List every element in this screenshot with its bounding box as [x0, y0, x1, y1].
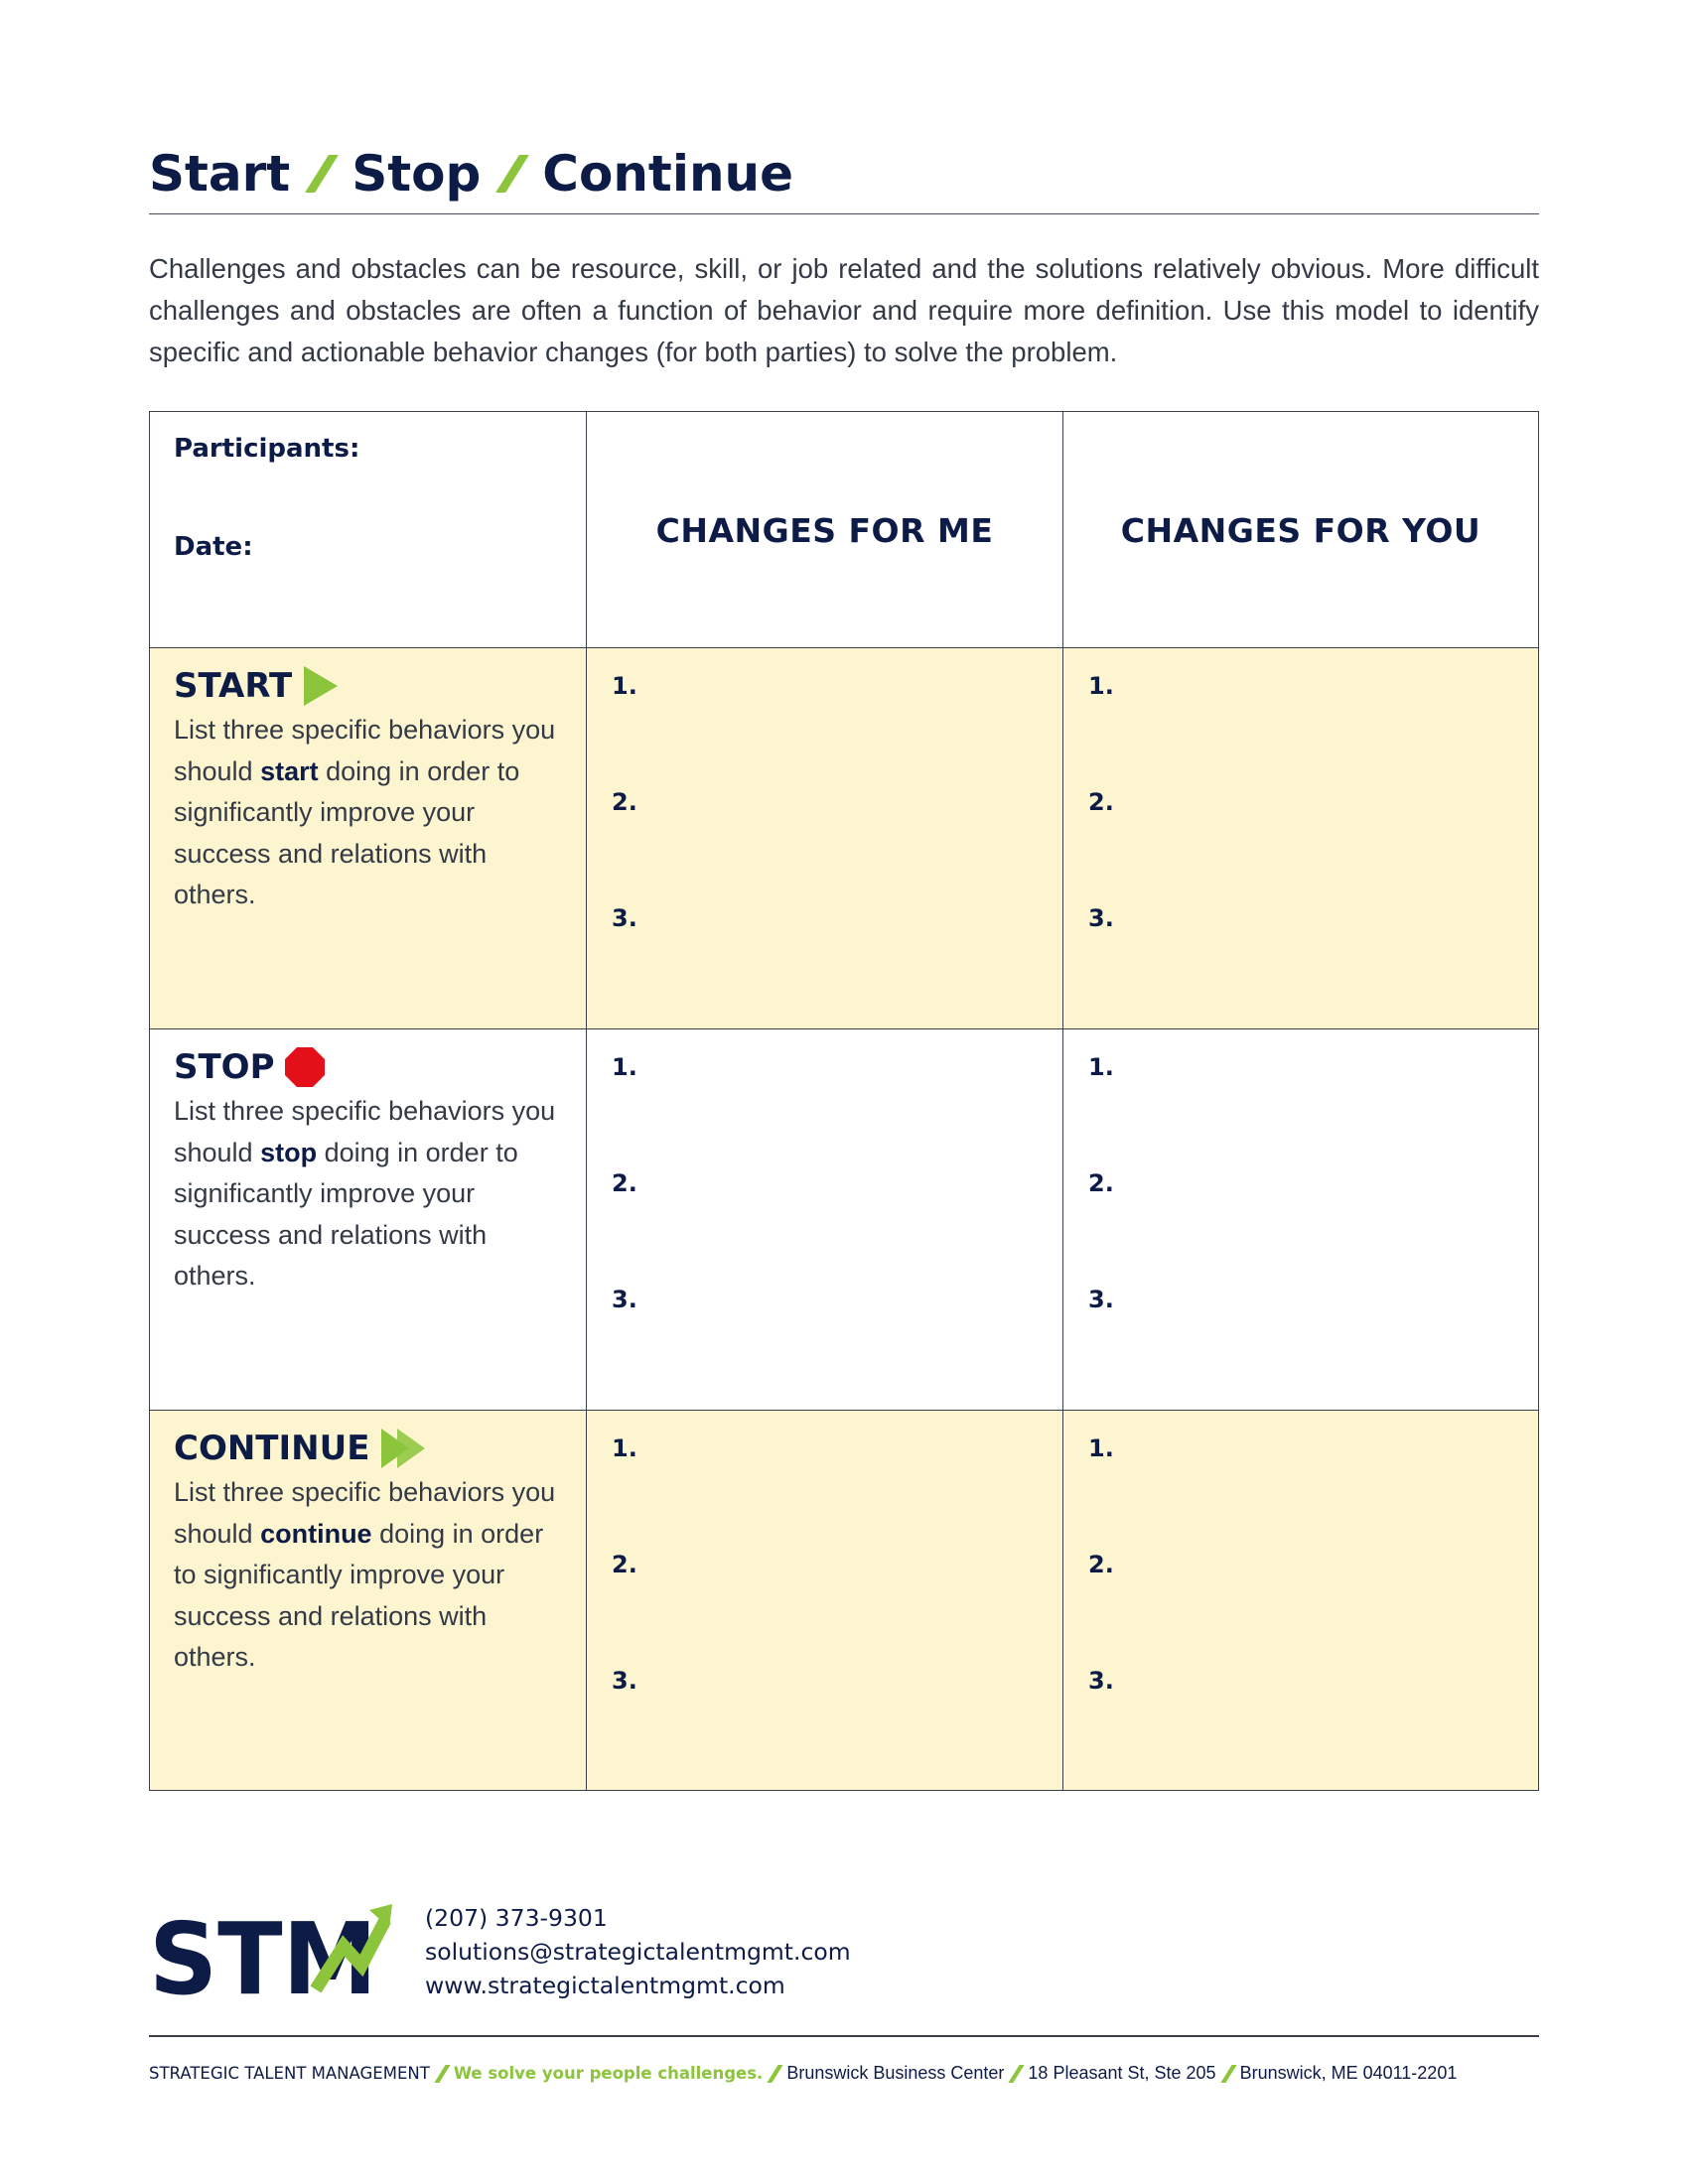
continue-description: List three specific behaviors you should continue doing in order to significantly improve your success and relations with others. — [174, 1477, 556, 1672]
stop-description: List three specific behaviors you should stop doing in order to significantly improve your success and relations with others. — [174, 1096, 556, 1291]
play-arrow-icon — [302, 666, 338, 706]
item-number: 1. — [1088, 1053, 1114, 1081]
title-continue: Continue — [542, 145, 794, 203]
page-title — [149, 139, 793, 208]
website-link[interactable]: www.strategictalentmgmt.com — [425, 1972, 785, 1999]
stop-title — [174, 1047, 325, 1087]
item-number: 2. — [612, 788, 637, 816]
start-description: List three specific behaviors you should start doing in order to significantly improve your success and relations with others. — [174, 715, 556, 909]
start-you-cell[interactable] — [1063, 648, 1538, 1029]
stop-section — [150, 1029, 587, 1411]
stop-me-cell[interactable] — [587, 1029, 1063, 1411]
item-number: 1. — [1088, 1434, 1114, 1462]
item-number: 1. — [1088, 672, 1114, 700]
street-address: 18 Pleasant St, Ste 205 — [1028, 2063, 1216, 2083]
phone-number[interactable]: (207) 373-9301 — [425, 1904, 608, 1932]
meta-cell — [150, 412, 587, 648]
footer — [149, 2063, 1457, 2084]
slash-icon — [308, 157, 334, 191]
stop-you-cell[interactable] — [1063, 1029, 1538, 1411]
slash-icon — [1220, 2065, 1236, 2083]
start-title — [174, 666, 338, 706]
tagline: We solve your people challenges. — [453, 2064, 764, 2083]
start-section — [150, 648, 587, 1029]
worksheet-table — [149, 411, 1539, 1791]
participants-label: Participants: — [174, 434, 360, 464]
item-number: 1. — [612, 1434, 637, 1462]
company-name: STRATEGIC TALENT MANAGEMENT — [149, 2064, 430, 2083]
header-cell-me — [587, 412, 1063, 648]
footer-divider — [149, 2035, 1539, 2037]
continue-title-text: CONTINUE — [174, 1429, 370, 1468]
header-cell-you — [1063, 412, 1538, 648]
item-number: 3. — [612, 904, 637, 932]
continue-section — [150, 1411, 587, 1790]
item-number: 3. — [1088, 904, 1114, 932]
building-name: Brunswick Business Center — [786, 2063, 1005, 2083]
col-header-you: CHANGES FOR YOU — [1120, 511, 1481, 550]
email-link[interactable]: solutions@strategictalentmgmt.com — [425, 1938, 851, 1966]
item-number: 2. — [612, 1169, 637, 1197]
continue-title — [174, 1429, 427, 1468]
stm-logo — [149, 1904, 392, 1995]
item-number: 2. — [1088, 788, 1114, 816]
stop-sign-icon — [285, 1047, 325, 1087]
slash-icon — [1008, 2065, 1024, 2083]
title-start: Start — [149, 145, 291, 203]
continue-me-cell[interactable] — [587, 1411, 1063, 1790]
slash-icon — [498, 157, 524, 191]
city-address: Brunswick, ME 04011-2201 — [1239, 2063, 1458, 2083]
slash-icon — [434, 2065, 450, 2083]
item-number: 2. — [612, 1551, 637, 1578]
item-number: 3. — [612, 1667, 637, 1695]
start-title-text: START — [174, 666, 293, 706]
item-number: 3. — [612, 1286, 637, 1313]
intro-paragraph: Challenges and obstacles can be resource, skill, or job related and the solutions relatively obvious. More difficult challenges and obstacles are often a function of behavior and require more definition. Use this model to identify specific and actionable behavior changes (for both parties) to solve the problem. — [149, 253, 1539, 367]
slash-icon — [767, 2065, 782, 2083]
col-header-me: CHANGES FOR ME — [655, 511, 994, 550]
contact-block — [425, 1901, 851, 2002]
continue-you-cell[interactable] — [1063, 1411, 1538, 1790]
item-number: 3. — [1088, 1667, 1114, 1695]
item-number: 2. — [1088, 1169, 1114, 1197]
date-label: Date: — [174, 532, 253, 562]
start-me-cell[interactable] — [587, 648, 1063, 1029]
fast-forward-icon — [379, 1429, 427, 1468]
item-number: 2. — [1088, 1551, 1114, 1578]
svg-text:STM: STM — [149, 1904, 377, 1995]
item-number: 1. — [612, 1053, 637, 1081]
title-stop: Stop — [352, 145, 482, 203]
title-divider — [149, 213, 1539, 214]
item-number: 1. — [612, 672, 637, 700]
item-number: 3. — [1088, 1286, 1114, 1313]
stop-title-text: STOP — [174, 1047, 275, 1087]
